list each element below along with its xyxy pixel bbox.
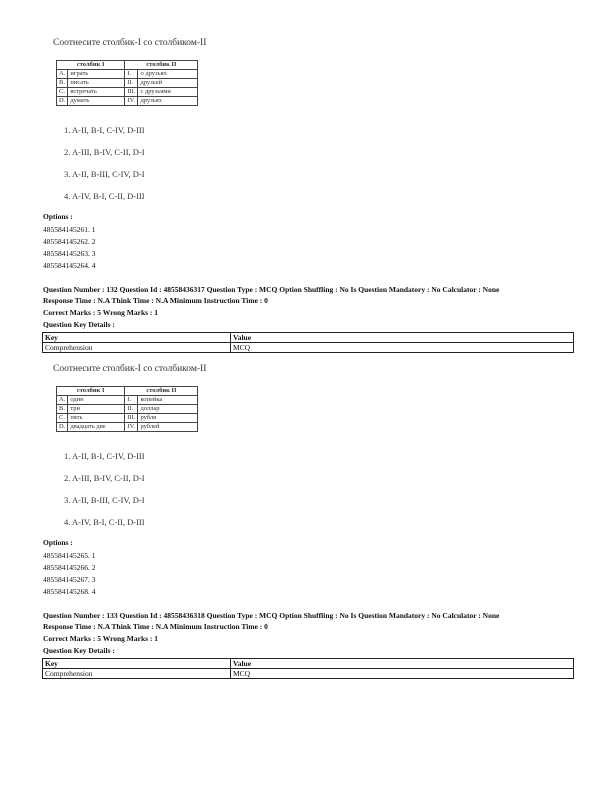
column-2-cell: копейка — [138, 396, 198, 405]
row-letter: C. — [57, 414, 68, 423]
table-row — [43, 343, 574, 353]
column-1-cell: встречать — [68, 88, 125, 97]
table-row — [57, 414, 198, 423]
option-line: 485584145264. 4 — [43, 261, 96, 270]
question-meta-line: Question Number : 133 Question Id : 48558436318 Question Type : MCQ Option Shuffling : No Is Question Mandatory : No Calculator : None — [43, 611, 500, 620]
match-table — [56, 60, 198, 106]
key-details-table — [42, 332, 574, 353]
column-1-cell: пять — [68, 414, 125, 423]
option-line: 485584145268. 4 — [43, 587, 96, 596]
key-details-title: Question Key Details : — [43, 320, 115, 329]
key-header: Key — [43, 333, 231, 343]
option-line: 485584145265. 1 — [43, 551, 96, 560]
value-header: Value — [231, 659, 574, 669]
column-1-header: столбик I — [57, 387, 125, 396]
option-line: 485584145266. 2 — [43, 563, 96, 572]
question-meta-line: Response Time : N.A Think Time : N.A Minimum Instruction Time : 0 — [43, 296, 268, 305]
key-details-title: Question Key Details : — [43, 646, 115, 655]
row-letter: B. — [57, 79, 68, 88]
row-letter: B. — [57, 405, 68, 414]
table-row — [43, 333, 574, 343]
table-row — [57, 396, 198, 405]
value-cell: MCQ — [231, 343, 574, 353]
marks-line: Correct Marks : 5 Wrong Marks : 1 — [43, 634, 159, 643]
question-meta-line: Question Number : 132 Question Id : 48558436317 Question Type : MCQ Option Shuffling : No Is Question Mandatory : No Calculator : None — [43, 285, 500, 294]
option-line: 485584145263. 3 — [43, 249, 96, 258]
column-2-header: столбик II — [125, 387, 198, 396]
column-2-cell: рубля — [138, 414, 198, 423]
column-2-cell: о друзьях — [138, 70, 198, 79]
key-header: Key — [43, 659, 231, 669]
table-row — [57, 88, 198, 97]
row-roman: III. — [125, 88, 138, 97]
column-1-cell: писать — [68, 79, 125, 88]
row-roman: II. — [125, 79, 138, 88]
column-1-cell: один — [68, 396, 125, 405]
row-roman: I. — [125, 70, 138, 79]
column-2-cell: доллар — [138, 405, 198, 414]
question-prompt: Соотнесите столбик-I со столбиком-II — [53, 364, 207, 374]
row-roman: II. — [125, 405, 138, 414]
options-title: Options : — [43, 212, 73, 221]
option-line: 485584145262. 2 — [43, 237, 96, 246]
answer-choice: 2. A-III, B-IV, C-II, D-I — [64, 473, 145, 483]
column-1-cell: играть — [68, 70, 125, 79]
row-roman: III. — [125, 414, 138, 423]
row-roman: IV. — [125, 423, 138, 432]
match-table — [56, 386, 198, 432]
table-row — [43, 669, 574, 679]
key-cell: Comprehension — [43, 669, 231, 679]
table-row — [57, 70, 198, 79]
answer-choice: 3. A-II, B-III, C-IV, D-I — [64, 495, 145, 505]
row-letter: A. — [57, 396, 68, 405]
column-1-cell: три — [68, 405, 125, 414]
table-row — [43, 659, 574, 669]
value-cell: MCQ — [231, 669, 574, 679]
column-1-header: столбик I — [57, 61, 125, 70]
row-letter: D. — [57, 97, 68, 106]
options-title: Options : — [43, 538, 73, 547]
table-row — [57, 97, 198, 106]
key-details-table — [42, 658, 574, 679]
column-1-cell: двадцать две — [68, 423, 125, 432]
question-meta-line: Response Time : N.A Think Time : N.A Minimum Instruction Time : 0 — [43, 622, 268, 631]
answer-choice: 4. A-IV, B-I, C-II, D-III — [64, 191, 145, 201]
option-line: 485584145261. 1 — [43, 225, 96, 234]
option-line: 485584145267. 3 — [43, 575, 96, 584]
question-prompt: Соотнесите столбик-I со столбиком-II — [53, 38, 207, 48]
row-letter: A. — [57, 70, 68, 79]
table-row — [57, 79, 198, 88]
answer-choice: 1. A-II, B-I, C-IV, D-III — [64, 451, 145, 461]
column-2-cell: друзьях — [138, 97, 198, 106]
column-2-cell: друзьей — [138, 79, 198, 88]
column-2-cell: с друзьями — [138, 88, 198, 97]
column-2-cell: рублей — [138, 423, 198, 432]
row-letter: C. — [57, 88, 68, 97]
table-row — [57, 405, 198, 414]
row-roman: IV. — [125, 97, 138, 106]
value-header: Value — [231, 333, 574, 343]
answer-choice: 4. A-IV, B-I, C-II, D-III — [64, 517, 145, 527]
row-roman: I. — [125, 396, 138, 405]
table-row — [57, 423, 198, 432]
column-2-header: столбик II — [125, 61, 198, 70]
answer-choice: 3. A-II, B-III, C-IV, D-I — [64, 169, 145, 179]
column-1-cell: думать — [68, 97, 125, 106]
row-letter: D. — [57, 423, 68, 432]
marks-line: Correct Marks : 5 Wrong Marks : 1 — [43, 308, 159, 317]
answer-choice: 2. A-III, B-IV, C-II, D-I — [64, 147, 145, 157]
answer-choice: 1. A-II, B-I, C-IV, D-III — [64, 125, 145, 135]
key-cell: Comprehension — [43, 343, 231, 353]
